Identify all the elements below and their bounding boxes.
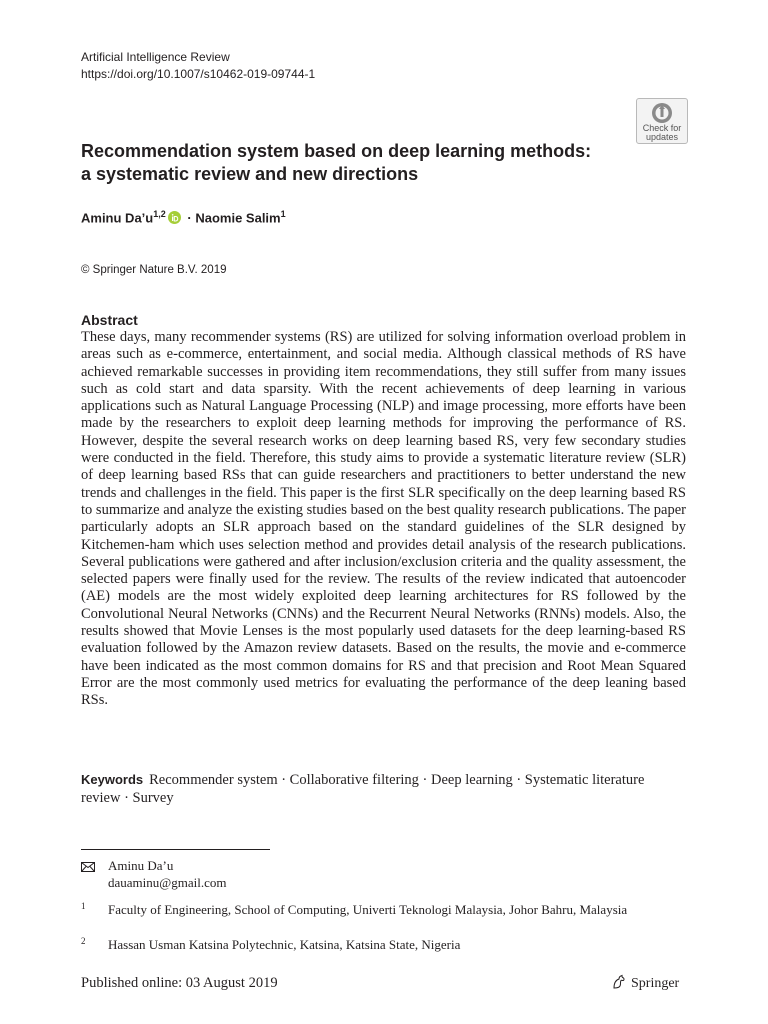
journal-name: Artificial Intelligence Review — [81, 50, 230, 64]
keywords-text: Recommender system · Collaborative filtering · Deep learning · Systematic literature review · Survey — [81, 772, 645, 806]
author-1-name[interactable]: Aminu Da’u — [81, 210, 154, 226]
author-2-affil: 1 — [280, 209, 286, 219]
publisher-logo[interactable] — [611, 974, 679, 992]
badge-line1: Check for — [642, 123, 682, 133]
check-for-updates-icon — [651, 102, 673, 124]
copyright-notice: © Springer Nature B.V. 2019 — [81, 264, 227, 276]
doi-link[interactable]: https://doi.org/10.1007/s10462-019-09744-1 — [81, 67, 316, 81]
abstract-heading: Abstract — [81, 312, 138, 328]
badge-line2: updates — [645, 132, 679, 142]
journal-header — [81, 49, 315, 83]
affiliation-2-number: 2 — [81, 936, 86, 946]
title-line-2: a systematic review and new directions — [81, 164, 419, 184]
affiliation-2-text: Hassan Usman Katsina Polytechnic, Katsina, Katsina State, Nigeria — [108, 937, 461, 952]
contact-email[interactable]: dauaminu@gmail.com — [108, 875, 227, 890]
footnote-divider — [81, 849, 270, 850]
springer-horse-icon — [611, 974, 627, 990]
author-separator: · — [187, 210, 192, 226]
author-2-name[interactable]: Naomie Salim — [195, 210, 281, 226]
keywords-block — [81, 771, 671, 807]
paper-title — [81, 140, 641, 186]
check-for-updates-badge[interactable] — [636, 98, 688, 144]
publisher-name: Springer — [631, 976, 680, 991]
affiliation-1-number: 1 — [81, 901, 86, 911]
affiliation-1-text: Faculty of Engineering, School of Computing, Univerti Teknologi Malaysia, Johor Bahru, Malaysia — [108, 902, 628, 917]
published-date: Published online: 03 August 2019 — [81, 975, 278, 991]
author-1-affil: 1,2 — [153, 209, 166, 219]
orcid-icon[interactable] — [168, 211, 181, 224]
author-list — [81, 209, 286, 225]
title-line-1: Recommendation system based on deep learning methods: — [81, 141, 592, 161]
envelope-icon — [81, 859, 95, 876]
abstract-text: These days, many recommender systems (RS) are utilized for solving information overload problem in areas such as e-commerce, entertainment, and social media. Although classical methods of RS have achieved remarkable successes in providing item recommendations, they still suffer from many issues such as cold start and data sparsity. With the recent achievements of deep learning in various applications such as Natural Language Processing (NLP) and image processing, more efforts have been made by the researchers to exploit deep learning methods for improving the performance of RS. However, despite the several research works on deep learning based RS, very few secondary studies were conducted in the field. Therefore, this study aims to provide a systematic literature review (SLR) of deep learning based RSs that can guide researchers and practitioners to better understand the new trends and challenges in the field. This paper is the first SLR specifically on the deep learning based RS to summarize and analyze the existing studies based on the best quality research publications. The paper particularly adopts an SLR approach based on the standard guidelines of the SLR designed by Kitchemen-ham which uses selection method and provides detail analysis of the research publications. Several publications were gathered and after inclusion/exclusion criteria and the quality assessment, the selected papers were finally used for the review. The results of the review indicated that autoencoder (AE) models are the most widely exploited deep learning architectures for RS followed by the Convolutional Neural Networks (CNNs) and the Recurrent Neural Networks (RNNs) models. Also, the results showed that Movie Lenses is the most popularly used datasets for the deep learning-based RS evaluation followed by the Amazon review datasets. Based on the results, the movie and e-commerce have been indicated as the most common domains for RS and that precision and Root Mean Squared Error are the most commonly used metrics for evaluating the performance of the deep leaning based RSs. — [81, 329, 686, 709]
contact-name: Aminu Da’u — [108, 858, 174, 873]
keywords-label: Keywords — [81, 772, 144, 787]
